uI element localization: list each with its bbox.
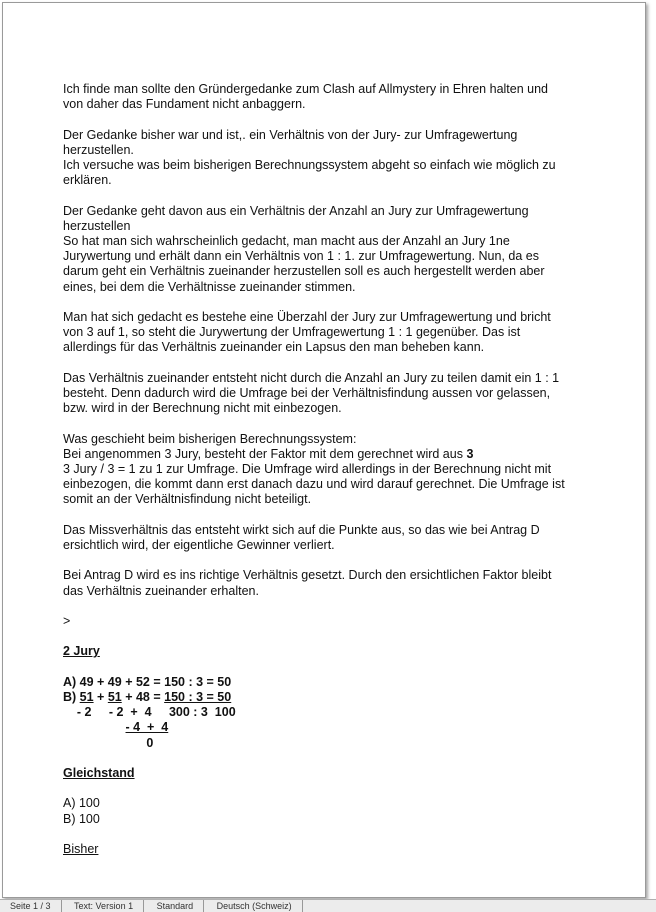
calc-row-b: B) 51 + 51 + 48 = 150 : 3 = 50 <box>63 689 232 704</box>
jury-heading: 2 Jury <box>63 644 100 659</box>
status-version: Text: Version 1 <box>64 900 144 912</box>
result-b: B) 100 <box>63 811 100 826</box>
arrow-line: > <box>63 613 71 628</box>
document-page <box>2 2 646 898</box>
results-list <box>63 796 603 826</box>
paragraph-antrag-d: Bei Antrag D wird es ins richtige Verhältnis gesetzt. Durch den ersichtlichen Faktor bleibt das Verhältnis zueinander erhalten. <box>63 568 552 598</box>
bisher-heading: Bisher <box>63 841 99 856</box>
calc-row-a: A) 49 + 49 + 52 = 150 : 3 = 50 <box>63 674 232 689</box>
status-bar <box>0 899 656 912</box>
calc-row-diff: - 2 - 2 + 4 300 : 3 100 <box>63 705 236 720</box>
status-style: Standard <box>147 900 205 912</box>
gleichstand-heading: Gleichstand <box>63 765 135 780</box>
paragraph-intro: Ich finde man sollte den Gründergedanke zum Clash auf Allmystery in Ehren halten und von daher das Fundament nicht anbaggern. <box>63 82 548 112</box>
document-body <box>63 82 603 872</box>
status-page: Seite 1 / 3 <box>0 900 62 912</box>
calc-row-sub: - 4 + 4 <box>125 720 169 735</box>
result-a: A) 100 <box>63 796 100 811</box>
faktor-value: 3 <box>466 446 474 461</box>
status-language: Deutsch (Schweiz) <box>207 900 303 912</box>
calculation-block <box>63 675 603 751</box>
paragraph-berechnungssystem: Was geschieht beim bisherigen Berechnungssystem: Bei angenommen 3 Jury, besteht der Faktor mit dem gerechnet wird aus 3 3 Jury / 3 = 1 zu 1 zur Umfrage. Die Umfrage wird allerdings in der Berechnung nicht mit einbezogen, die kommt dann erst danach dazu und wird darauf gerechnet. Die Umfrage ist somit an der Verhältnisfindung nicht beteiligt. <box>63 431 565 507</box>
paragraph-gedanke: Der Gedanke bisher war und ist,. ein Verhältnis von der Jury- zur Umfragewertung herzustellen. Ich versuche was beim bisherigen Berechnungssystem abgeht so einfach wie möglich zu erklären. <box>63 127 556 188</box>
paragraph-ueberzahl: Man hat sich gedacht es bestehe eine Überzahl der Jury zur Umfragewertung und bricht von 3 auf 1, so steht die Jurywertung der Umfragewertung 1 : 1 gegenüber. Das ist allerdings für das Verhältnis zueinander ein Lapsus den man beheben kann. <box>63 310 551 355</box>
paragraph-missverhaeltnis: Das Missverhältnis das entsteht wirkt sich auf die Punkte aus, so das wie bei Antrag D ersichtlich wird, der eigentliche Gewinner verliert. <box>63 522 540 552</box>
paragraph-anzahl: Das Verhältnis zueinander entsteht nicht durch die Anzahl an Jury zu teilen damit ein 1 : 1 besteht. Denn dadurch wird die Umfrage bei der Verhältnisfindung aussen vor gelassen, bzw. wird in der Berechnung nicht mit einbezogen. <box>63 370 560 416</box>
paragraph-verhaeltnis: Der Gedanke geht davon aus ein Verhältnis der Anzahl an Jury zur Umfragewertung herzustellen So hat man sich wahrscheinlich gedacht, man macht aus der Anzahl an Jury 1ne Jurywertung und erhält dann ein Verhältnis von 1 : 1. zur Umfragewertung. Nun, da es darum geht ein Verhältnis zueinander herzustellen soll es auch hergestellt werden aber eines, bei dem die Verhältnisse zueinander stimmen. <box>63 203 545 294</box>
calc-row-result: 0 <box>63 735 154 750</box>
